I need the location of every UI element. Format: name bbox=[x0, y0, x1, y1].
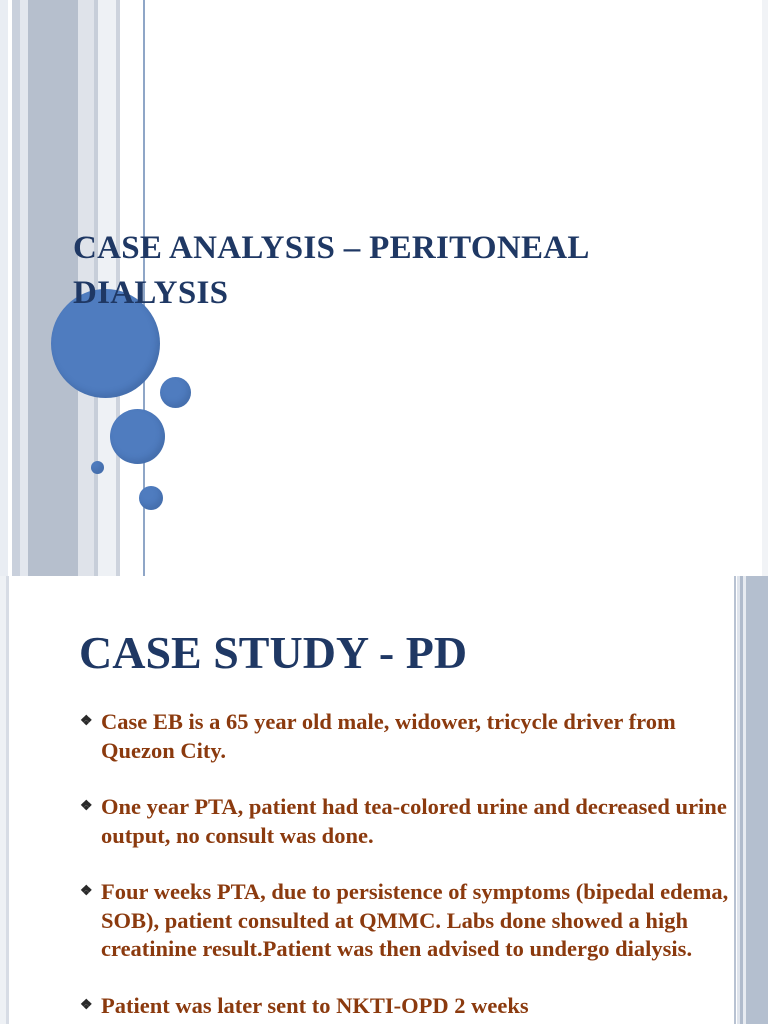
bullet-item bbox=[80, 878, 730, 964]
decorative-stripe bbox=[12, 0, 20, 576]
slide-2 bbox=[0, 576, 768, 1024]
slide-edge bbox=[762, 0, 768, 576]
diamond-bullet-icon: ❖ bbox=[80, 714, 93, 729]
decorative-circle-tiny bbox=[91, 461, 104, 474]
bullet-list bbox=[80, 708, 730, 1024]
decorative-circle-small bbox=[139, 486, 163, 510]
decorative-stripe bbox=[28, 0, 78, 576]
slide-edge bbox=[6, 576, 9, 1024]
bullet-text: Four weeks PTA, due to persistence of symptoms (bipedal edema, SOB), patient consulted at QMMC. Labs done showed a high creatinine result.Patient was then advised to undergo dialysis. bbox=[101, 879, 729, 961]
diamond-bullet-icon: ❖ bbox=[80, 799, 93, 814]
bullet-text: Case EB is a 65 year old male, widower, tricycle driver from Quezon City. bbox=[101, 709, 676, 763]
bullet-text: Patient was later sent to NKTI-OPD 2 weeks bbox=[101, 992, 529, 1018]
bullet-item bbox=[80, 992, 730, 1021]
diamond-bullet-icon: ❖ bbox=[80, 997, 93, 1013]
decorative-circle-medium bbox=[110, 409, 165, 464]
bullet-item bbox=[80, 793, 730, 850]
decorative-stripe bbox=[734, 576, 736, 1024]
decorative-stripe bbox=[0, 0, 8, 576]
decorative-circle-small bbox=[160, 377, 191, 408]
slide-2-title: CASE STUDY - PD bbox=[79, 627, 468, 678]
decorative-stripe bbox=[20, 0, 28, 576]
diamond-bullet-icon: ❖ bbox=[80, 884, 93, 899]
decorative-stripe bbox=[746, 576, 768, 1024]
bullet-item bbox=[80, 708, 730, 765]
bullet-text: One year PTA, patient had tea-colored urine and decreased urine output, no consult was done. bbox=[101, 794, 727, 848]
slide-1-title: CASE ANALYSIS – PERITONEAL DIALYSIS bbox=[73, 230, 588, 311]
